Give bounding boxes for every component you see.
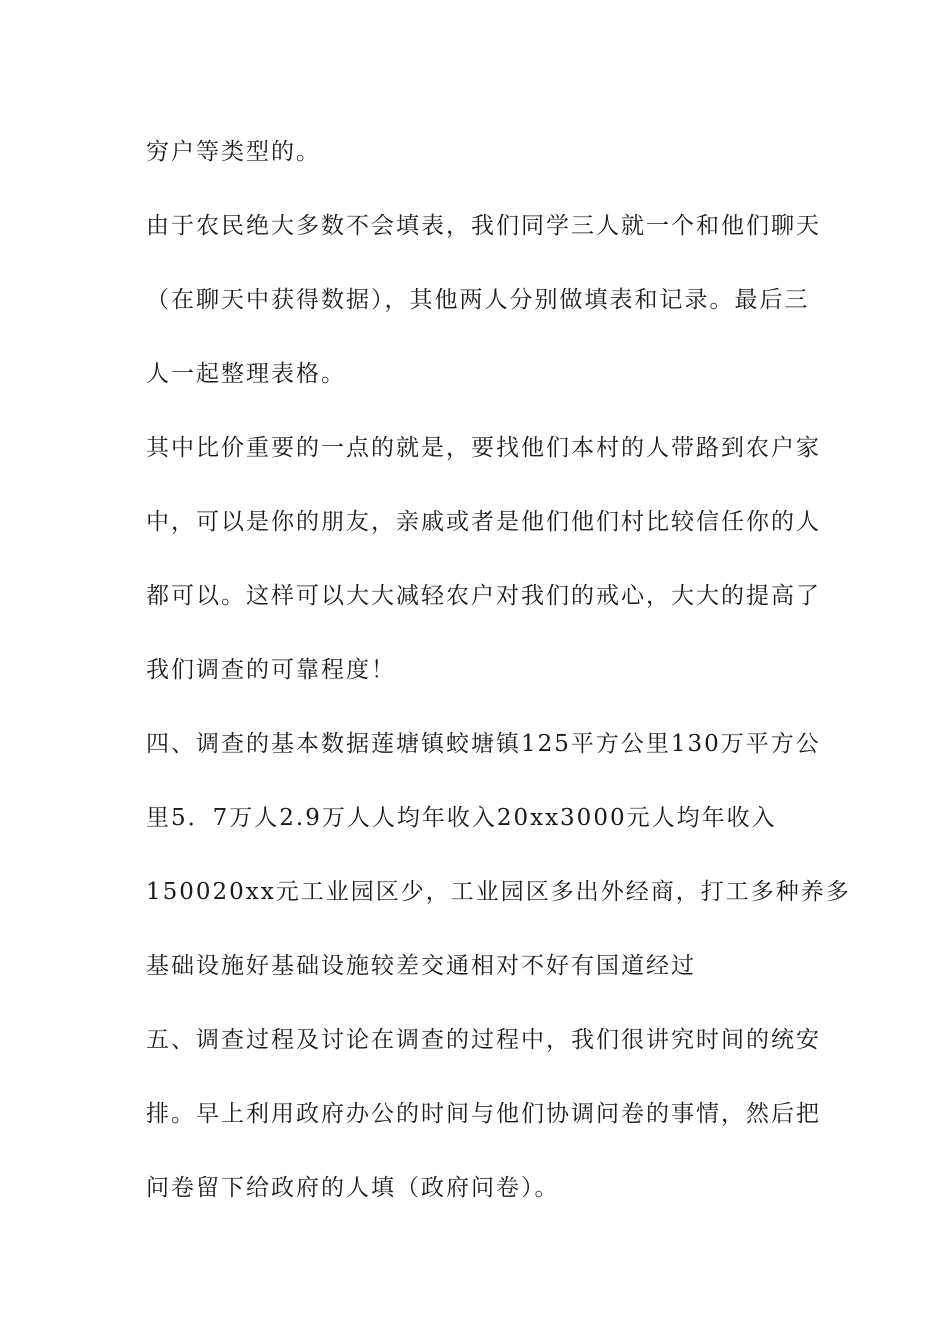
paragraph-line: 都可以。这样可以大大减轻农户对我们的戒心，大大的提高了 xyxy=(146,583,821,609)
paragraph-line: 穷户等类型的。 xyxy=(146,139,321,165)
paragraph-line: 基础设施好基础设施较差交通相对不好有国道经过 xyxy=(146,953,696,979)
section-heading-line: 四、调查的基本数据莲塘镇蛟塘镇125平方公里130万平方公 xyxy=(146,731,821,757)
paragraph-line: 由于农民绝大多数不会填表，我们同学三人就一个和他们聊天 xyxy=(146,213,821,239)
paragraph-line: 其中比价重要的一点的就是，要找他们本村的人带路到农户家 xyxy=(146,435,821,461)
paragraph-line: 人一起整理表格。 xyxy=(146,361,346,387)
paragraph-line: 中，可以是你的朋友，亲戚或者是他们他们村比较信任你的人 xyxy=(146,509,821,535)
paragraph-line: 排。早上利用政府办公的时间与他们协调问卷的事情，然后把 xyxy=(146,1101,821,1127)
paragraph-line: （在聊天中获得数据），其他两人分别做填表和记录。最后三 xyxy=(146,287,810,313)
section-heading-line: 五、调查过程及讨论在调查的过程中，我们很讲究时间的统安 xyxy=(146,1027,821,1053)
paragraph-line: 问卷留下给政府的人填（政府问卷）。 xyxy=(146,1175,560,1201)
paragraph-line: 我们调查的可靠程度！ xyxy=(146,657,396,683)
paragraph-line: 150020xx元工业园区少，工业园区多出外经商，打工多种养多 xyxy=(146,879,851,905)
paragraph-line: 里5．7万人2.9万人人均年收入20xx3000元人均年收入 xyxy=(146,805,777,831)
